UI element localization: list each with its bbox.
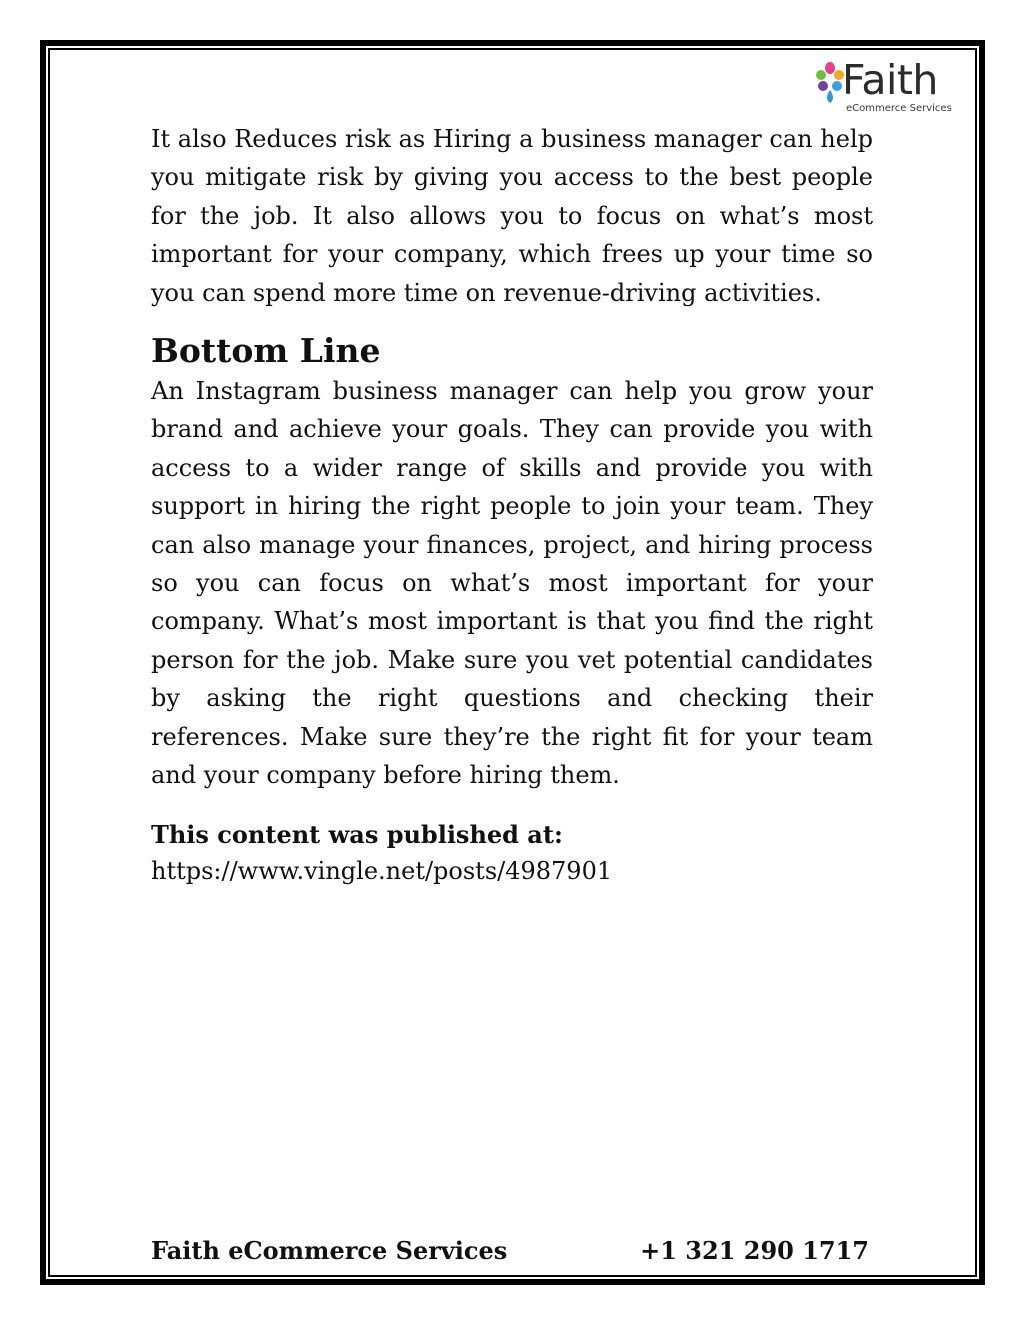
bottom-line-paragraph: An Instagram business manager can help you grow your brand and achieve your goals. They can provide you with access to a wider range of skills and provide you with support in hiring the right people to join your team. They can also manage your finances, project, and hiring process so you can focus on what’s most important for your company. What’s most important is that you find the right person for the job. Make sure you vet potential candidates by asking the right questions and checking their references. Make sure they’re the right fit for your team and your company before hiring them. <box>151 377 873 790</box>
published-url: https://www.vingle.net/posts/4987901 <box>151 856 613 885</box>
page-footer <box>151 1234 873 1268</box>
company-logo <box>816 56 964 118</box>
flower-petals-logo-icon <box>816 62 844 106</box>
intro-paragraph: It also Reduces risk as Hiring a business manager can help you mitigate risk by giving you access to the best people for the job. It also allows you to focus on what’s most important for your company, which frees up your time so you can spend more time on revenue-driving activities. <box>151 125 873 307</box>
document-body <box>151 120 873 889</box>
logo-tagline: eCommerce Services <box>846 103 952 114</box>
published-label: This content was published at: <box>151 819 563 849</box>
section-heading: Bottom Line <box>151 331 381 371</box>
footer-company-name: Faith eCommerce Services <box>151 1236 508 1265</box>
footer-phone-number: +1 321 290 1717 <box>640 1236 869 1265</box>
logo-wordmark: Faith <box>842 56 938 104</box>
